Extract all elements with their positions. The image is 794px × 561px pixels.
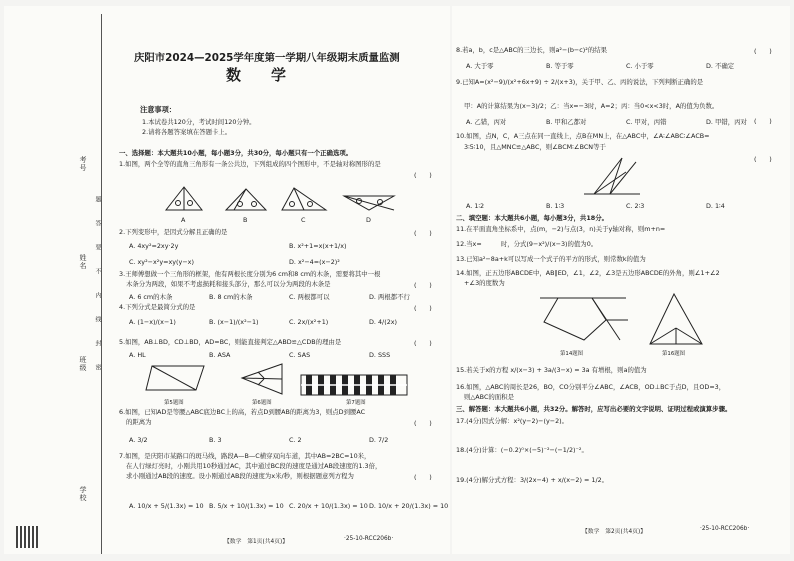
q4-answer-paren: ( ) [414,304,432,312]
q19-text: 19.(4分)解分式方程：3/(2x−4) + x/(x−2) = 1/2。 [456,476,609,484]
q8-option-d: D. 不确定 [706,62,735,70]
page-1-footer-code: ·25-10-RCC206b· [344,536,394,542]
q9-option-a: A. 乙错，丙对 [466,118,507,126]
q1-option-d: D [366,216,371,224]
q14-figure [536,292,632,348]
q3-text-cont: 木条分为两段，如果不考虑损耗和接头部分，那么可以分为两段的木条是 [126,280,331,288]
q12-text: 12.当x= 时，分式(9−x²)/(x−3)的值为0。 [456,240,598,248]
q7-option-d: D. 10/x + 20/(1.3x) = 10 [369,502,449,510]
exam-page-2 [452,6,790,554]
side-kaohao: 考号 [79,156,87,172]
q5-option-b: B. ASA [209,351,231,359]
fig7-caption: 第7题图 [346,400,366,406]
fig5-caption: 第5题图 [164,400,184,406]
q6-text: 6.如图，已知AD是等腰△ABC底边BC上的高，若点D到腰AB的距离为3，则点D到腰AC [119,408,366,416]
q1-option-c: C [301,216,306,224]
q9-option-d: D. 甲错，丙对 [706,118,747,126]
q9-option-b: B. 甲和乙都对 [546,118,587,126]
q2-option-b: B. x²+1=x(x+1/x) [289,242,347,250]
q1-figures [154,184,404,216]
q1-text: 1.如图，两个全等的直角三角形有一条公共边，下列组成的四个图形中，不是轴对称图形的是 [119,160,381,168]
q2-option-d: D. x²−4=(x−2)² [289,258,340,266]
q16-text-cont: 则△ABC的面积是 [464,393,514,401]
notice-2: 2.请将各题答案填在答题卡上。 [142,128,232,136]
side-xingming: 姓名 [79,254,87,270]
q18-text: 18.(4分)计算：(−0.2)⁰×(−5)⁻²−(−1/2)⁻²。 [456,446,588,454]
q1-option-a: A [181,216,186,224]
side-banji: 班级 [79,356,87,372]
q2-option-a: A. 4xy²=2xy·2y [129,242,179,250]
q7-option-c: C. 20/x + 10/(1.3x) = 10 [289,502,368,510]
q4-option-c: C. 2x/(x²+1) [289,318,329,326]
fig16-caption: 第16题图 [662,351,686,357]
q2-answer-paren: ( ) [414,229,432,237]
q6-option-a: A. 3/2 [129,436,148,444]
q8-answer-paren: ( ) [754,47,772,55]
q4-option-a: A. (1−x)/(x−1) [129,318,176,326]
q8-text: 8.若a，b，c是△ABC的三边长，则a²−(b−c)²的结果 [456,46,607,54]
q2-text: 2.下列变形中，是因式分解且正确的是 [119,228,228,236]
q1-figure-c [282,188,326,210]
q1-answer-paren: ( ) [414,171,432,179]
q9-option-c: C. 甲对，丙错 [626,118,667,126]
q8-option-a: A. 大于零 [466,62,494,70]
q7-answer-paren: ( ) [414,473,432,481]
q9-answer-paren: ( ) [754,117,772,125]
q7-figure [300,374,408,396]
q8-option-c: C. 小于零 [626,62,654,70]
q7-text-cont2: 求小刚通过AB段的速度。设小刚通过AB段的速度为x米/秒，则根据题意列方程为 [126,472,354,480]
q7-option-b: B. 5/x + 10/(1.3x) = 10 [209,502,284,510]
q5-option-a: A. HL [129,351,146,359]
qr-code [16,526,38,548]
q14-text: 14.如图，正五边形ABCDE中，AB∥ED，∠1，∠2，∠3是五边形ABCDE的外角，则∠1+∠2 [456,269,720,277]
q4-option-d: D. 4/(2x) [369,318,398,326]
q5-option-c: C. SAS [289,351,311,359]
exam-subject: 数 学 [226,66,287,84]
page-1-footer: 【数学 第1页(共4页)】 [224,539,289,545]
q10-answer-paren: ( ) [754,155,772,163]
q10-option-a: A. 1∶2 [466,202,485,210]
q5-option-d: D. SSS [369,351,391,359]
q11-text: 11.在平面直角坐标系中，点(m，−2)与点(3，n)关于y轴对称，则m+n= [456,225,666,233]
q6-option-b: B. 3 [209,436,222,444]
q3-option-d: D. 两根都不行 [369,293,410,301]
q9-text: 9.已知A=(x²−9)/(x²+6x+9) ÷ 2/(x+3)，关于甲、乙、丙的说法，下列判断正确的是 [456,78,704,86]
q8-option-b: B. 等于零 [546,62,574,70]
exam-page-1 [4,6,450,554]
q13-text: 13.已知a²−8a+k可以写成一个式子的平方的形式，则常数k的值为 [456,255,646,263]
q14-text-cont: +∠3的度数为 [464,279,505,287]
q10-option-c: C. 2∶3 [626,202,645,210]
q3-answer-paren: ( ) [414,281,432,289]
q5-figure [144,362,214,396]
q16-text: 16.如图，△ABC的周长是26，BO，CO分别平分∠ABC，∠ACB，OD⊥BC于点D，且OD=3， [456,383,726,391]
q4-text: 4.下列分式是最简分式的是 [119,303,196,311]
q5-text: 5.如图，AB⊥BD，CD⊥BD，AD=BC，则能直接判定△ABD≌△CDB的理由是 [119,338,342,346]
exam-title: 庆阳市2024—2025学年度第一学期八年级期末质量监测 [134,52,400,64]
q9-text-cont: 甲：A的计算结果为(x−3)/2；乙：当x=−3时，A=2；丙：当0<x<3时，A的值为负数。 [464,102,719,110]
q6-option-d: D. 7/2 [369,436,389,444]
section-2-heading: 二、填空题：本大题共6小题，每小题3分，共18分。 [456,214,608,222]
q4-option-b: B. (x−1)/(x²−1) [209,318,259,326]
q10-text: 10.如图，点N，C，A三点在同一直线上，点B在MN上，在△ABC中，∠A∶∠ABC∶∠ACB= [456,132,710,140]
side-notice: 题 答 要 不 内 线 封 密 [94,196,101,376]
q6-option-c: C. 2 [289,436,302,444]
q1-figure-d [344,196,394,210]
q6-answer-paren: ( ) [414,419,432,427]
notice-title: 注意事项： [140,105,176,114]
page-2-footer: 【数学 第2页(共4页)】 [582,529,647,535]
q10-figure [580,154,650,202]
side-xuexiao: 学校 [79,486,87,502]
q5-answer-paren: ( ) [414,339,432,347]
q1-figure-b [226,189,266,210]
q1-figure-a [166,187,202,210]
q6-text-cont: 的距离为 [126,418,152,426]
q3-option-b: B. 8 cm的木条 [209,293,253,301]
q3-option-a: A. 6 cm的木条 [129,293,173,301]
q3-text: 3.王师傅想做一个三角形的框架，他有两根长度分别为6 cm和8 cm的木条，需要将其中一根 [119,270,381,278]
notice-1: 1.本试卷共120分，考试时间120分钟。 [142,118,256,126]
q2-option-c: C. xy²−x²y=xy(y−x) [129,258,194,266]
q10-text-cont: 3∶5∶10，且△MNC≌△ABC，则∠BCM∶∠BCN等于 [464,143,606,151]
q6-figure [238,362,286,400]
section-3-heading: 三、解答题：本大题共6小题，共32分。解答时，应写出必要的文字说明、证明过程或演算步骤。 [456,405,732,413]
q7-option-a: A. 10/x + 5/(1.3x) = 10 [129,502,204,510]
q15-text: 15.若关于x的方程 x/(x−3) + 3a/(3−x) = 3a 有增根，则a的值为 [456,366,647,374]
page-2-footer-code: ·25-10-RCC206b· [700,526,750,532]
q7-text-cont: 在人行绿灯亮时，小刚共用10秒通过AC，其中通过BC段的速度是通过AB段速度的1.3倍， [126,462,382,470]
q10-option-b: B. 1∶3 [546,202,565,210]
fig14-caption: 第14题图 [560,351,584,357]
q3-option-c: C. 两根都可以 [289,293,330,301]
q10-option-d: D. 1∶4 [706,202,725,210]
q17-text: 17.(4分)因式分解：x²(y−2)−(y−2)。 [456,417,569,425]
fig6-caption: 第6题图 [252,400,272,406]
q1-option-b: B [243,216,248,224]
q16-figure [646,290,706,350]
q7-text: 7.如图，是庆阳市某路口的斑马线，路段A—B—C横穿双向车道，其中AB=2BC=10米， [119,452,371,460]
section-1-heading: 一、选择题：本大题共10小题，每小题3分，共30分，每小题只有一个正确选项。 [119,149,353,157]
